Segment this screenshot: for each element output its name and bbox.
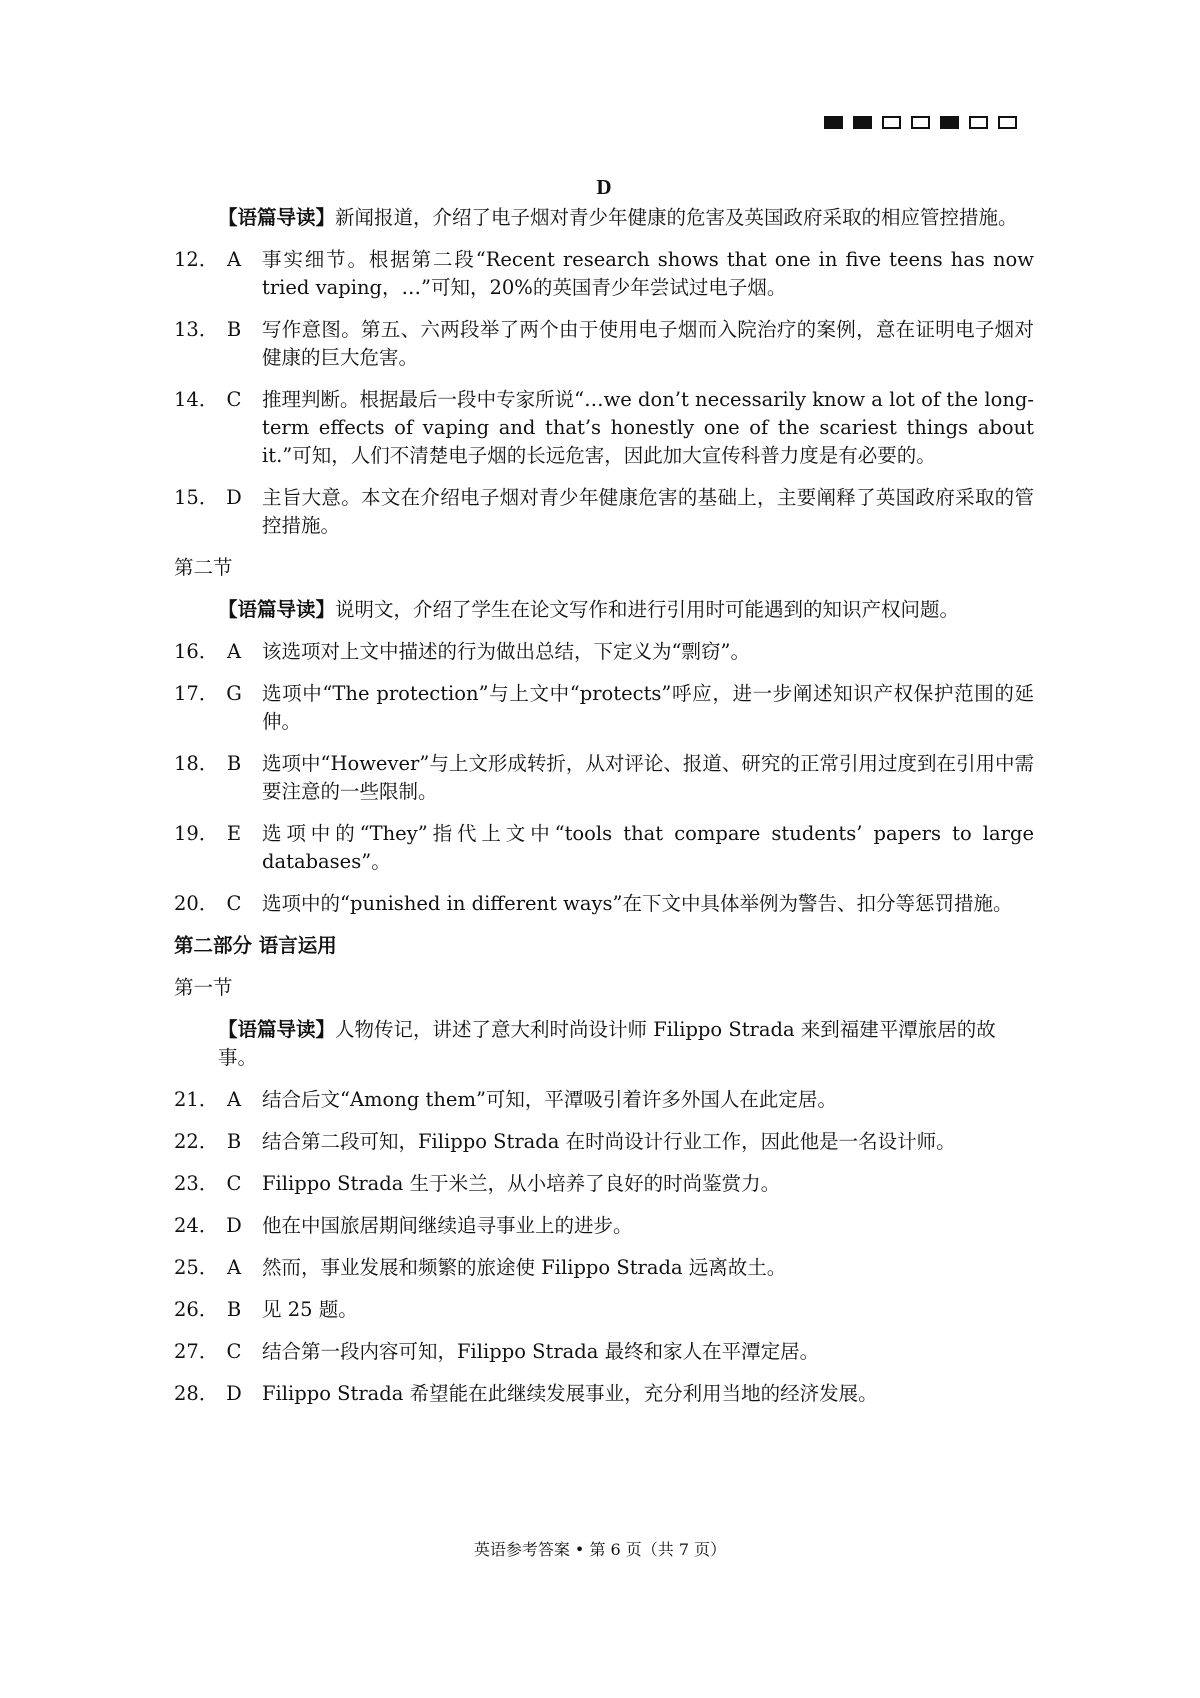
answer-explanation: 选项中的“punished in different ways”在下文中具体举例为警告、扣分等惩罚措施。 [262,892,1013,915]
answer-letter: E [226,822,242,845]
answer-letter: B [226,1130,242,1153]
answer-explanation: 结合第二段可知，Filippo Strada 在时尚设计行业工作，因此他是一名设计师。 [262,1130,956,1153]
answer-item [174,1128,1034,1156]
section-two-heading: 第二节 [174,556,233,579]
question-number: 17． [174,682,219,705]
passage-intro-part-two [174,1016,1034,1072]
answer-letter: A [226,248,242,271]
answer-item [174,820,1034,876]
page-mark-filled [824,116,843,129]
page-mark-empty [882,116,901,129]
answer-item [174,386,1034,470]
answer-item [174,1170,1034,1198]
answer-explanation: 写作意图。第五、六两段举了两个由于使用电子烟而入院治疗的案例，意在证明电子烟对健康的巨大危害。 [262,318,1034,369]
answer-item [174,890,1034,918]
page-mark-empty [911,116,930,129]
question-number: 22． [174,1130,219,1153]
answer-explanation: 选项中“However”与上文形成转折，从对评论、报道、研究的正常引用过度到在引用中需要注意的一些限制。 [262,752,1034,803]
header-page-marks [824,116,1017,129]
answer-letter: C [226,388,242,411]
answer-explanation: 结合后文“Among them”可知，平潭吸引着许多外国人在此定居。 [262,1088,837,1111]
question-number: 25． [174,1256,219,1279]
answer-item [174,1254,1034,1282]
page-mark-filled [853,116,872,129]
answer-explanation: Filippo Strada 希望能在此继续发展事业，充分利用当地的经济发展。 [262,1382,878,1405]
intro-label: 【语篇导读】 [218,1018,336,1041]
question-number: 20． [174,892,219,915]
answer-item [174,1296,1034,1324]
answer-letter: D [226,1214,242,1237]
answer-letter: A [226,640,242,663]
answer-explanation: 该选项对上文中描述的行为做出总结，下定义为“剽窃”。 [262,640,750,663]
answer-letter: G [226,682,242,705]
intro-text: 人物传记，讲述了意大利时尚设计师 Filippo Strada 来到福建平潭旅居的故事。 [218,1018,996,1069]
answer-letter: D [226,1382,242,1405]
answer-item [174,484,1034,540]
answer-explanation: 结合第一段内容可知，Filippo Strada 最终和家人在平潭定居。 [262,1340,820,1363]
part-two-heading: 第二部分 语言运用 [174,934,337,957]
intro-text: 说明文，介绍了学生在论文写作和进行引用时可能遇到的知识产权问题。 [335,598,960,621]
answer-explanation: 事实细节。根据第二段“Recent research shows that one in five teens has now tried vaping，…”可知，20%的英国青少年尝试过电子烟。 [262,248,1034,299]
question-number: 15． [174,486,219,509]
answer-letter: C [226,1340,242,1363]
question-number: 16． [174,640,219,663]
answer-letter: C [226,1172,242,1195]
answer-explanation: 选项中的“They”指代上文中“tools that compare students’ papers to large databases”。 [262,822,1034,873]
answer-item [174,1086,1034,1114]
section-title: D [596,175,612,199]
passage-intro-section-two [174,596,1034,624]
answer-item [174,1212,1034,1240]
answer-letter: A [226,1088,242,1111]
answer-item [174,1338,1034,1366]
question-number: 28． [174,1382,219,1405]
answer-content [174,170,1034,1422]
answer-letter: D [226,486,242,509]
answer-explanation: 他在中国旅居期间继续追寻事业上的进步。 [262,1214,633,1237]
answer-item [174,638,1034,666]
page-mark-empty [998,116,1017,129]
answer-list-section-two [174,638,1034,918]
intro-label: 【语篇导读】 [218,598,336,621]
answer-item [174,316,1034,372]
question-number: 24． [174,1214,219,1237]
answer-explanation: 见 25 题。 [262,1298,358,1321]
part-two-subheading: 第一节 [174,976,233,999]
answer-explanation: 主旨大意。本文在介绍电子烟对青少年健康危害的基础上，主要阐释了英国政府采取的管控措施。 [262,486,1034,537]
question-number: 14． [174,388,219,411]
question-number: 12． [174,248,219,271]
page-mark-empty [969,116,988,129]
answer-item [174,680,1034,736]
answer-explanation: Filippo Strada 生于米兰，从小培养了良好的时尚鉴赏力。 [262,1172,781,1195]
intro-text: 新闻报道，介绍了电子烟对青少年健康的危害及英国政府采取的相应管控措施。 [335,206,1018,229]
question-number: 27． [174,1340,219,1363]
question-number: 23． [174,1172,219,1195]
question-number: 21． [174,1088,219,1111]
question-number: 18． [174,752,219,775]
passage-intro-d [174,204,1034,232]
answer-explanation: 推理判断。根据最后一段中专家所说“…we don’t necessarily know a lot of the long-term effects of vaping and that’s honestly one of the scariest things about it.”可知，人们不清楚电子烟的长远危害，因此加大宣传科普力度是有必要的。 [262,388,1034,467]
answer-list-part-two [174,1086,1034,1408]
intro-label: 【语篇导读】 [218,206,336,229]
answer-explanation: 选项中“The protection”与上文中“protects”呼应，进一步阐述知识产权保护范围的延伸。 [262,682,1034,733]
answer-explanation: 然而，事业发展和频繁的旅途使 Filippo Strada 远离故土。 [262,1256,787,1279]
question-number: 13． [174,318,219,341]
answer-item [174,750,1034,806]
page-mark-filled [940,116,959,129]
page-footer: 英语参考答案 • 第 6 页（共 7 页） [473,1540,727,1559]
answer-letter: B [226,1298,242,1321]
question-number: 19． [174,822,219,845]
answer-letter: B [226,318,242,341]
question-number: 26． [174,1298,219,1321]
answer-list-d [174,246,1034,540]
answer-item [174,246,1034,302]
answer-letter: C [226,892,242,915]
answer-letter: B [226,752,242,775]
answer-letter: A [226,1256,242,1279]
answer-item [174,1380,1034,1408]
